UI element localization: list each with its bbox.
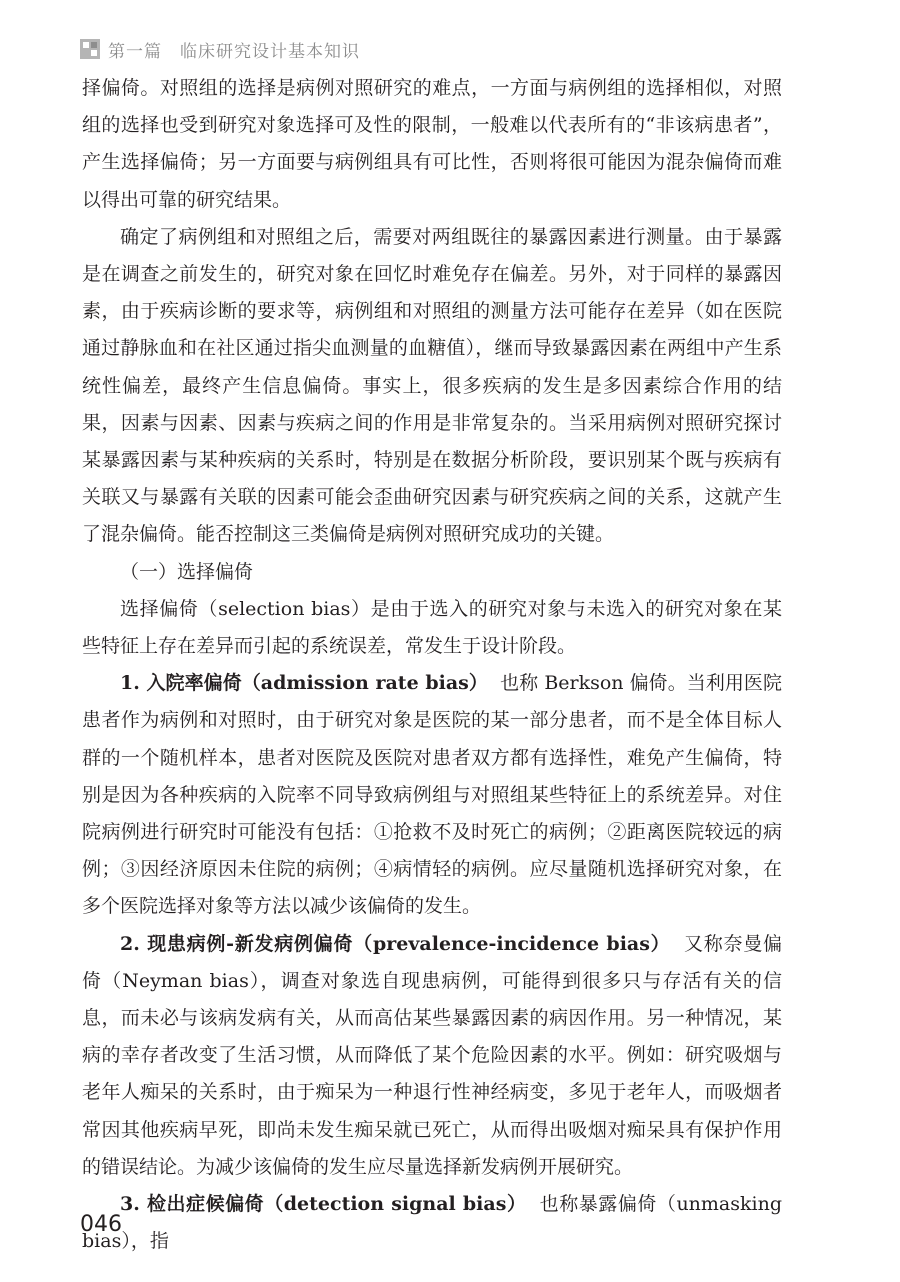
item-text: 也称 Berkson 偏倚。当利用医院患者作为病例和对照时，由于研究对象是医院的某一部分患者，而不是全体目标人群的一个随机样本，患者对医院及医院对患者双方都有选择性，难免产生偏倚，特别是因为各种疾病的入院率不同导致病例组与对照组某些特征上的系统差异。对住院病例进行研究时可能没有包括：①抢救不及时死亡的病例；②距离医院较远的病例；③因经济原因未住院的病例；④病情轻的病例。应尽量随机选择研究对象，在多个医院选择对象等方法以减少该偏倚的发生。 [82, 672, 782, 918]
item-heading: 3. 检出症候偏倚（detection signal bias） [120, 1193, 527, 1216]
item-text: 又称奈曼偏倚（Neyman bias），调查对象选自现患病例，可能得到很多只与存活有关的信息，而未必与该病发病有关，从而高估某些暴露因素的病因作用。另一种情况，某病的幸存者改变了生活习惯，从而降低了某个危险因素的水平。例如：研究吸烟与老年人痴呆的关系时，由于痴呆为一种退行性神经病变，多见于老年人，而吸烟者常因其他疾病早死，即尚未发生痴呆就已死亡，从而得出吸烟对痴呆具有保护作用的错误结论。为减少该偏倚的发生应尽量选择新发病例开展研究。 [82, 932, 782, 1178]
page-number: 046 [80, 1212, 122, 1237]
item-detection-signal-bias [82, 1186, 782, 1260]
page-body [82, 70, 782, 1261]
item-prevalence-incidence-bias [82, 926, 782, 1186]
item-text: 也称暴露偏倚（unmasking bias），指 [82, 1193, 783, 1253]
paragraph-selection-bias-definition: 选择偏倚（selection bias）是由于选入的研究对象与未选入的研究对象在某些特征上存在差异而引起的系统误差，常发生于设计阶段。 [82, 597, 782, 658]
paragraph-measurement: 确定了病例组和对照组之后，需要对两组既往的暴露因素进行测量。由于暴露是在调查之前发生的，研究对象在回忆时难免存在偏差。另外，对于同样的暴露因素，由于疾病诊断的要求等，病例组和对照组的测量方法可能存在差异（如在医院通过静脉血和在社区通过指尖血测量的血糖值），继而导致暴露因素在两组中产生系统性偏差，最终产生信息偏倚。事实上，很多疾病的发生是多因素综合作用的结果，因素与因素、因素与疾病之间的作用是非常复杂的。当采用病例对照研究探讨某暴露因素与某种疾病的关系时，特别是在数据分析阶段，要识别某个既与疾病有关联又与暴露有关联的因素可能会歪曲研究因素与研究疾病之间的关系，这就产生了混杂偏倚。能否控制这三类偏倚是病例对照研究成功的关键。 [82, 225, 782, 546]
item-heading: 2. 现患病例-新发病例偏倚（prevalence-incidence bias） [120, 932, 671, 955]
book-section-icon [80, 39, 100, 59]
running-header [80, 34, 360, 64]
item-admission-rate-bias [82, 665, 782, 925]
section-heading-selection-bias: （一）选择偏倚 [120, 560, 254, 583]
item-heading: 1. 入院率偏倚（admission rate bias） [120, 672, 488, 695]
paragraph-continued: 择偏倚。对照组的选择是病例对照研究的难点，一方面与病例组的选择相似，对照组的选择也受到研究对象选择可及性的限制，一般难以代表所有的“非该病患者”，产生选择偏倚；另一方面要与病例组具有可比性，否则将很可能因为混杂偏倚而难以得出可靠的研究结果。 [82, 77, 782, 211]
part-label: 第一篇 [108, 41, 162, 62]
part-title: 临床研究设计基本知识 [180, 41, 360, 62]
